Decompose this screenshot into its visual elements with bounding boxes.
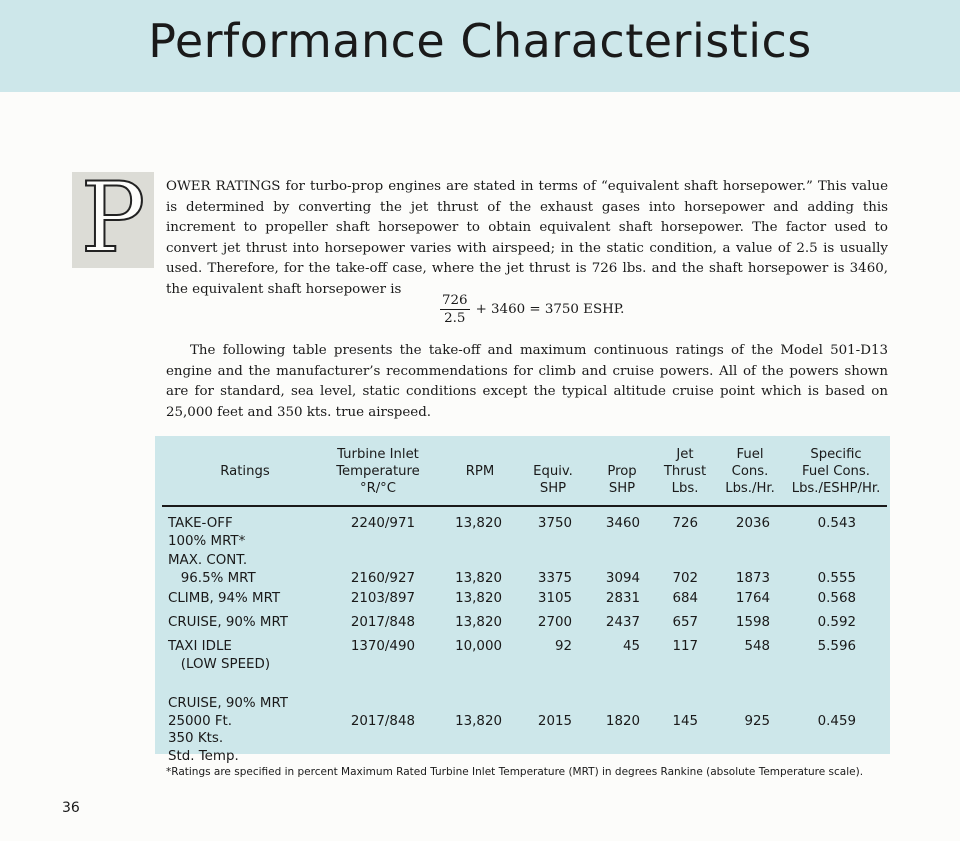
- cell-jet-thrust: 702: [672, 570, 698, 586]
- header-prop-line2: SHP: [608, 481, 636, 496]
- header-turbine-line1: Turbine Inlet: [337, 447, 419, 462]
- page-number: 36: [62, 800, 80, 816]
- cell-equiv-shp: 3375: [537, 570, 572, 586]
- header-spec-line3: Lbs./ESHP/Hr.: [791, 481, 881, 496]
- header-fuel-line3: Lbs./Hr.: [725, 481, 775, 496]
- cell-jet-thrust: 117: [672, 639, 698, 654]
- cell-rpm: 10,000: [455, 639, 502, 654]
- formula-rest: + 3460 = 3750 ESHP.: [475, 302, 625, 317]
- cell-temperature: 1370/490: [350, 639, 415, 654]
- header-jet-thrust: [657, 446, 713, 497]
- cell-rpm: 13,820: [455, 516, 502, 531]
- cell-rating-label: TAXI IDLE (LOW SPEED): [168, 639, 271, 672]
- cell-specific-fuel: 5.596: [817, 639, 856, 654]
- cell-specific-fuel: 0.592: [817, 615, 856, 630]
- cell-jet-thrust: 726: [672, 516, 698, 531]
- header-fuel-cons: [712, 446, 788, 497]
- cell-prop-shp: 45: [622, 639, 640, 654]
- header-equiv-shp: [522, 463, 584, 497]
- cell-jet-thrust: 657: [672, 615, 698, 630]
- cell-rpm: 13,820: [455, 713, 502, 729]
- drop-cap: P: [80, 162, 146, 274]
- cell-temperature: 2017/848: [350, 713, 415, 729]
- cell-rpm: 13,820: [455, 570, 502, 586]
- cell-fuel-cons: 1598: [735, 615, 770, 630]
- cell-prop-shp: 3460: [605, 516, 640, 531]
- header-spec-line2: Fuel Cons.: [802, 464, 870, 479]
- footnote: *Ratings are specified in percent Maximum Rated Turbine Inlet Temperature (MRT) in degrees Rankine (absolute Temperature scale).: [166, 766, 864, 778]
- header-specific-fuel: [782, 446, 890, 497]
- cell-prop-shp: 1820: [605, 713, 640, 729]
- cell-fuel-cons: 925: [744, 713, 770, 729]
- header-rule: [162, 505, 887, 507]
- cell-specific-fuel: 0.568: [817, 591, 856, 606]
- cell-fuel-cons: 1873: [735, 570, 770, 586]
- header-turbine-line3: °R/°C: [359, 481, 396, 496]
- formula-denominator: 2.5: [444, 311, 466, 326]
- cell-fuel-cons: 2036: [735, 516, 770, 531]
- header-ratings-label: Ratings: [220, 464, 270, 479]
- cell-rating-label: CRUISE, 90% MRT: [168, 615, 288, 630]
- header-ratings: [205, 463, 285, 480]
- cell-prop-shp: 2831: [605, 591, 640, 606]
- cell-rating-label: TAKE-OFF 100% MRT*: [168, 516, 246, 549]
- cell-equiv-shp: 92: [554, 639, 572, 654]
- cell-jet-thrust: 145: [672, 713, 698, 729]
- header-turbine-temp: [318, 446, 438, 497]
- header-jet-line1: Jet: [676, 447, 694, 462]
- cell-rpm: 13,820: [455, 615, 502, 630]
- cell-rpm: 13,820: [455, 591, 502, 606]
- header-prop-shp: [592, 463, 652, 497]
- header-equiv-line2: SHP: [539, 481, 567, 496]
- cell-specific-fuel: 0.555: [817, 570, 856, 586]
- cell-equiv-shp: 2700: [537, 615, 572, 630]
- header-prop-line1: Prop: [607, 464, 637, 479]
- header-fuel-line1: Fuel: [736, 447, 764, 462]
- cell-temperature: 2017/848: [350, 615, 415, 630]
- header-equiv-line1: Equiv.: [533, 464, 573, 479]
- cell-temperature: 2240/971: [350, 516, 415, 531]
- cell-fuel-cons: 548: [744, 639, 770, 654]
- header-rpm-label: RPM: [465, 464, 495, 479]
- cell-rating-label: MAX. CONT. 96.5% MRT: [168, 553, 256, 586]
- header-rpm: [445, 463, 515, 480]
- cell-temperature: 2160/927: [350, 570, 415, 586]
- cell-equiv-shp: 3750: [537, 516, 572, 531]
- cell-temperature: 2103/897: [350, 591, 415, 606]
- table-intro-paragraph: The following table presents the take-off and maximum continuous ratings of the Model 501-D13 engine and the manufacturer’s recommendations for climb and cruise powers. All of the powers shown are for standard, sea level, static conditions except the typical altitude cruise point which is based on 25,000 feet and 350 kts. true airspeed.: [166, 343, 888, 420]
- cell-specific-fuel: 0.459: [817, 713, 856, 729]
- cell-prop-shp: 2437: [605, 615, 640, 630]
- cell-jet-thrust: 684: [672, 591, 698, 606]
- eshp-formula: [440, 293, 624, 326]
- header-jet-line3: Lbs.: [671, 481, 699, 496]
- header-fuel-line2: Cons.: [731, 464, 769, 479]
- cell-rating-label: CRUISE, 90% MRT 25000 Ft. 350 Kts. Std. Temp.: [168, 696, 288, 764]
- cell-prop-shp: 3094: [605, 570, 640, 586]
- cell-fuel-cons: 1764: [735, 591, 770, 606]
- cell-equiv-shp: 3105: [537, 591, 572, 606]
- formula-fraction: [440, 293, 470, 326]
- cell-rating-label: CLIMB, 94% MRT: [168, 591, 281, 606]
- header-jet-line2: Thrust: [663, 464, 707, 479]
- cell-specific-fuel: 0.543: [817, 516, 856, 531]
- page-title: Performance Characteristics: [148, 14, 812, 68]
- intro-paragraph: OWER RATINGS for turbo-prop engines are stated in terms of “equivalent shaft horsepower.” This value is determined by converting the jet thrust of the exhaust gases into horsepower and adding this increment to propeller shaft horsepower to obtain equivalent shaft horsepower. The factor used to convert jet thrust into horsepower varies with airspeed; in the static condition, a value of 2.5 is usually used. Therefore, for the take-off case, where the jet thrust is 726 lbs. and the shaft horsepower is 3460, the equivalent shaft horsepower is: [166, 179, 888, 297]
- header-turbine-line2: Temperature: [336, 464, 420, 479]
- cell-equiv-shp: 2015: [537, 713, 572, 729]
- formula-numerator: 726: [442, 293, 468, 308]
- header-spec-line1: Specific: [810, 447, 862, 462]
